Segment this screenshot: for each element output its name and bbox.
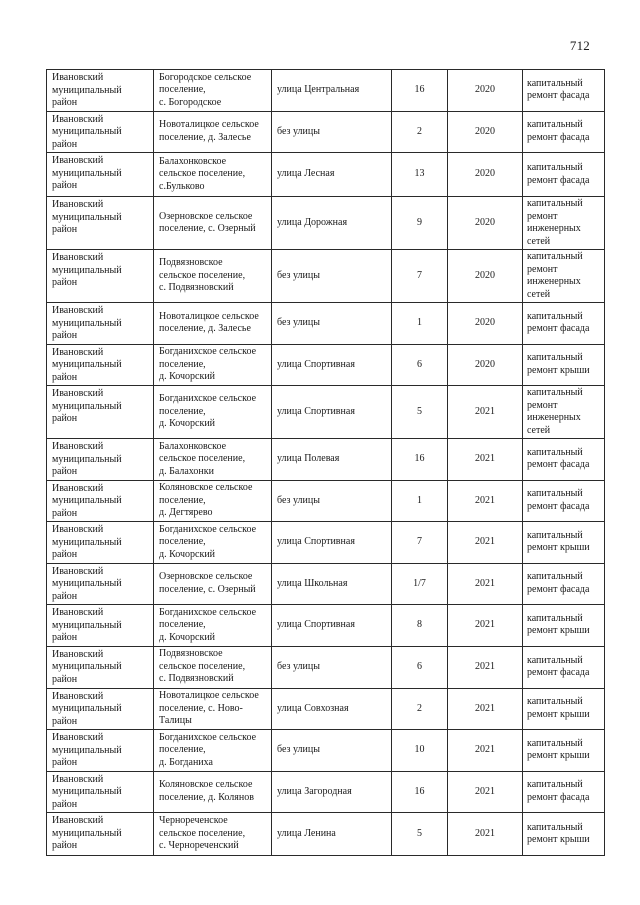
settlement-line: поселение,: [159, 536, 206, 547]
settlement-line: Талицы: [159, 715, 192, 726]
district-line: район: [52, 180, 78, 191]
settlement-cell: [154, 605, 272, 647]
district-cell: [47, 688, 154, 730]
house-number-cell: 7: [392, 250, 448, 303]
settlement-line: Новоталицкое сельское: [159, 119, 259, 131]
district-line: муниципальный: [52, 661, 122, 672]
house-number-cell: 2: [392, 111, 448, 153]
work-type-line: капитальный: [527, 446, 583, 458]
work-type-line: ремонт фасада: [527, 500, 590, 512]
work-type-cell: [523, 563, 605, 605]
settlement-line: Чернореченское: [159, 815, 228, 827]
settlement-line: сельское поселение,: [159, 827, 246, 839]
settlement-line: д. Кочорский: [159, 631, 216, 643]
street-cell: без улицы: [272, 111, 392, 153]
work-type-line: капитальный: [527, 488, 583, 500]
street-cell: улица Загородная: [272, 771, 392, 813]
work-type-line: ремонт крыши: [527, 625, 590, 637]
settlement-line: д. Богданиха: [159, 756, 213, 768]
street-cell: без улицы: [272, 730, 392, 772]
house-number-cell: 6: [392, 344, 448, 386]
district-line: район: [52, 549, 78, 560]
work-type-line: инженерных: [527, 276, 581, 287]
house-number-cell: 1: [392, 480, 448, 522]
table-row: [47, 480, 605, 522]
district-cell: [47, 646, 154, 688]
house-number-cell: 5: [392, 813, 448, 856]
year-cell: 2021: [448, 439, 523, 481]
house-number-cell: 1: [392, 303, 448, 345]
year-cell: 2020: [448, 70, 523, 112]
street-cell: без улицы: [272, 480, 392, 522]
district-cell: [47, 197, 154, 250]
settlement-cell: [154, 153, 272, 197]
settlement-cell: [154, 303, 272, 345]
table-row: [47, 344, 605, 386]
house-number-cell: 9: [392, 197, 448, 250]
year-cell: 2021: [448, 563, 523, 605]
work-type-cell: [523, 522, 605, 564]
year-cell: 2021: [448, 688, 523, 730]
work-type-line: капитальный: [527, 251, 583, 262]
table-row: [47, 439, 605, 481]
district-line: муниципальный: [52, 495, 122, 506]
settlement-line: Новоталицкое сельское: [159, 310, 259, 322]
district-line: Ивановский: [52, 524, 104, 535]
repair-registry-table: [46, 69, 605, 856]
work-type-line: капитальный: [527, 119, 583, 131]
district-line: район: [52, 466, 78, 477]
street-cell: улица Школьная: [272, 563, 392, 605]
work-type-line: ремонт: [527, 399, 558, 411]
year-cell: 2021: [448, 605, 523, 647]
year-cell: 2021: [448, 730, 523, 772]
street-cell: без улицы: [272, 303, 392, 345]
district-line: район: [52, 507, 78, 519]
table-row: [47, 688, 605, 730]
district-line: район: [52, 97, 78, 108]
street-cell: улица Ленина: [272, 813, 392, 856]
district-cell: [47, 730, 154, 772]
district-line: муниципальный: [52, 211, 122, 223]
work-type-line: ремонт фасада: [527, 323, 590, 335]
year-cell: 2020: [448, 250, 523, 303]
district-line: Ивановский: [52, 113, 104, 125]
year-cell: 2020: [448, 111, 523, 153]
settlement-line: д. Кочорский: [159, 548, 216, 560]
settlement-line: с. Богородское: [159, 96, 222, 108]
district-cell: [47, 813, 154, 856]
house-number-cell: 8: [392, 605, 448, 647]
work-type-line: сетей: [527, 235, 551, 247]
house-number-cell: 13: [392, 153, 448, 197]
district-line: Ивановский: [52, 773, 104, 785]
settlement-cell: [154, 730, 272, 772]
table-row: [47, 303, 605, 345]
district-line: район: [52, 757, 78, 768]
settlement-line: Новоталицкое сельское: [159, 690, 259, 701]
district-line: муниципальный: [52, 264, 122, 276]
settlement-cell: [154, 813, 272, 856]
settlement-cell: [154, 563, 272, 605]
district-line: муниципальный: [52, 453, 122, 465]
work-type-line: ремонт крыши: [527, 708, 590, 720]
work-type-line: капитальный: [527, 387, 583, 398]
settlement-line: д. Кочорский: [159, 418, 216, 430]
settlement-cell: [154, 522, 272, 564]
work-type-line: ремонт фасада: [527, 583, 590, 595]
settlement-line: Подвязновское: [159, 257, 223, 269]
district-line: муниципальный: [52, 400, 122, 412]
work-type-line: ремонт фасада: [527, 459, 590, 471]
settlement-line: Коляновское сельское: [159, 482, 253, 493]
settlement-line: Озерновское сельское: [159, 210, 253, 222]
street-cell: улица Лесная: [272, 153, 392, 197]
settlement-line: сельское поселение,: [159, 453, 246, 464]
street-cell: улица Спортивная: [272, 605, 392, 647]
year-cell: 2021: [448, 813, 523, 856]
house-number-cell: 16: [392, 771, 448, 813]
settlement-line: д. Балахонки: [159, 465, 214, 477]
settlement-cell: [154, 344, 272, 386]
district-line: Ивановский: [52, 690, 104, 702]
settlement-line: Коляновское сельское: [159, 779, 253, 791]
district-line: муниципальный: [52, 167, 122, 179]
work-type-cell: [523, 813, 605, 856]
settlement-line: поселение,: [159, 494, 206, 506]
year-cell: 2020: [448, 303, 523, 345]
street-cell: улица Спортивная: [272, 386, 392, 439]
district-line: Ивановский: [52, 482, 104, 494]
settlement-line: с. Подвязновский: [159, 282, 234, 294]
district-cell: [47, 344, 154, 386]
year-cell: 2020: [448, 153, 523, 197]
settlement-line: Богданихское сельское: [159, 393, 257, 405]
district-line: район: [52, 138, 78, 150]
work-type-cell: [523, 344, 605, 386]
year-cell: 2021: [448, 522, 523, 564]
work-type-line: ремонт фасада: [527, 667, 590, 678]
settlement-line: Озерновское сельское: [159, 571, 253, 583]
work-type-line: ремонт крыши: [527, 364, 590, 376]
house-number-cell: 16: [392, 70, 448, 112]
work-type-cell: [523, 303, 605, 345]
district-cell: [47, 563, 154, 605]
work-type-cell: [523, 111, 605, 153]
work-type-line: ремонт фасада: [527, 90, 590, 102]
district-line: Ивановский: [52, 155, 104, 166]
district-line: муниципальный: [52, 84, 122, 96]
work-type-line: ремонт крыши: [527, 750, 590, 762]
district-line: муниципальный: [52, 536, 122, 548]
work-type-line: ремонт крыши: [527, 542, 590, 554]
work-type-line: ремонт фасада: [527, 791, 590, 803]
district-cell: [47, 250, 154, 303]
street-cell: без улицы: [272, 250, 392, 303]
settlement-cell: [154, 70, 272, 112]
street-cell: улица Совхозная: [272, 688, 392, 730]
work-type-cell: [523, 646, 605, 688]
settlement-line: Богородское сельское: [159, 71, 252, 83]
work-type-cell: [523, 771, 605, 813]
settlement-line: поселение, д. Колянов: [159, 791, 254, 803]
district-line: муниципальный: [52, 619, 122, 631]
district-cell: [47, 480, 154, 522]
district-line: муниципальный: [52, 827, 122, 839]
settlement-cell: [154, 439, 272, 481]
settlement-line: д. Дегтярево: [159, 507, 213, 518]
table-row: [47, 605, 605, 647]
district-line: район: [52, 224, 78, 235]
district-line: Ивановский: [52, 305, 104, 316]
district-line: район: [52, 673, 78, 685]
table-row: [47, 646, 605, 688]
settlement-cell: [154, 646, 272, 688]
settlement-line: Богданихское сельское: [159, 606, 257, 618]
work-type-cell: [523, 250, 605, 303]
district-cell: [47, 111, 154, 153]
district-line: Ивановский: [52, 607, 104, 618]
registry-body: [47, 70, 605, 856]
house-number-cell: 6: [392, 646, 448, 688]
year-cell: 2021: [448, 480, 523, 522]
work-type-line: капитальный: [527, 612, 583, 624]
house-number-cell: 7: [392, 522, 448, 564]
district-cell: [47, 439, 154, 481]
settlement-line: поселение,: [159, 358, 206, 370]
settlement-cell: [154, 688, 272, 730]
house-number-cell: 2: [392, 688, 448, 730]
district-line: муниципальный: [52, 359, 122, 370]
district-line: район: [52, 715, 78, 727]
settlement-line: Балахонковское: [159, 155, 227, 167]
work-type-cell: [523, 439, 605, 481]
street-cell: улица Центральная: [272, 70, 392, 112]
district-line: муниципальный: [52, 126, 122, 137]
district-line: муниципальный: [52, 703, 122, 714]
work-type-line: ремонт фасада: [527, 174, 590, 186]
district-line: район: [52, 590, 78, 602]
street-cell: улица Спортивная: [272, 522, 392, 564]
settlement-cell: [154, 111, 272, 153]
house-number-cell: 5: [392, 386, 448, 439]
work-type-cell: [523, 386, 605, 439]
work-type-line: ремонт: [527, 263, 558, 275]
settlement-line: сельское поселение,: [159, 660, 246, 672]
work-type-cell: [523, 197, 605, 250]
settlement-line: Богданихское сельское: [159, 346, 257, 357]
house-number-cell: 10: [392, 730, 448, 772]
district-line: муниципальный: [52, 578, 122, 589]
work-type-line: сетей: [527, 288, 551, 300]
settlement-line: с.Бульково: [159, 180, 205, 192]
work-type-cell: [523, 605, 605, 647]
settlement-line: с. Чернореченский: [159, 840, 239, 852]
district-cell: [47, 70, 154, 112]
district-line: Ивановский: [52, 388, 104, 399]
work-type-line: ремонт фасада: [527, 131, 590, 143]
district-line: Ивановский: [52, 441, 104, 452]
table-row: [47, 153, 605, 197]
table-row: [47, 250, 605, 303]
district-line: Ивановский: [52, 732, 104, 743]
table-row: [47, 771, 605, 813]
settlement-line: поселение, с. Озерный: [159, 583, 256, 595]
district-line: район: [52, 413, 78, 424]
work-type-line: инженерных: [527, 412, 581, 423]
settlement-line: сельское поселение,: [159, 168, 246, 180]
settlement-cell: [154, 250, 272, 303]
street-cell: улица Дорожная: [272, 197, 392, 250]
table-row: [47, 522, 605, 564]
street-cell: улица Спортивная: [272, 344, 392, 386]
year-cell: 2021: [448, 646, 523, 688]
settlement-line: поселение, с. Ново-: [159, 702, 243, 714]
table-row: [47, 386, 605, 439]
settlement-line: поселение,: [159, 405, 206, 417]
work-type-cell: [523, 70, 605, 112]
settlement-cell: [154, 197, 272, 250]
district-line: район: [52, 371, 78, 383]
work-type-cell: [523, 153, 605, 197]
district-line: Ивановский: [52, 346, 104, 358]
district-line: Ивановский: [52, 199, 104, 210]
district-line: район: [52, 632, 78, 643]
settlement-cell: [154, 386, 272, 439]
work-type-line: капитальный: [527, 571, 583, 583]
work-type-line: капитальный: [527, 779, 583, 791]
work-type-line: ремонт: [527, 210, 558, 222]
table-row: [47, 70, 605, 112]
district-line: Ивановский: [52, 648, 104, 660]
house-number-cell: 1/7: [392, 563, 448, 605]
table-row: [47, 563, 605, 605]
settlement-line: поселение,: [159, 619, 206, 630]
year-cell: 2020: [448, 197, 523, 250]
district-line: район: [52, 277, 78, 288]
district-cell: [47, 386, 154, 439]
work-type-cell: [523, 480, 605, 522]
year-cell: 2021: [448, 771, 523, 813]
district-line: район: [52, 840, 78, 851]
settlement-line: Богданихское сельское: [159, 731, 257, 743]
house-number-cell: 16: [392, 439, 448, 481]
settlement-line: Балахонковское: [159, 440, 227, 452]
work-type-line: капитальный: [527, 352, 583, 364]
settlement-line: сельское поселение,: [159, 269, 246, 281]
page-number: 712: [569, 38, 590, 53]
work-type-line: капитальный: [527, 310, 583, 322]
district-line: Ивановский: [52, 815, 104, 826]
table-row: [47, 111, 605, 153]
district-line: муниципальный: [52, 317, 122, 329]
district-line: муниципальный: [52, 786, 122, 797]
work-type-line: ремонт крыши: [527, 834, 590, 845]
district-cell: [47, 605, 154, 647]
table-row: [47, 730, 605, 772]
district-line: Ивановский: [52, 252, 104, 263]
work-type-line: капитальный: [527, 162, 583, 173]
district-line: Ивановский: [52, 72, 104, 83]
settlement-line: Подвязновское: [159, 648, 223, 660]
district-cell: [47, 522, 154, 564]
settlement-line: поселение,: [159, 84, 206, 95]
work-type-line: инженерных: [527, 223, 581, 234]
work-type-line: капитальный: [527, 529, 583, 541]
district-cell: [47, 153, 154, 197]
work-type-line: капитальный: [527, 198, 583, 209]
year-cell: 2020: [448, 344, 523, 386]
work-type-line: капитальный: [527, 821, 583, 833]
district-line: район: [52, 798, 78, 810]
settlement-line: д. Кочорский: [159, 371, 216, 382]
settlement-line: Богданихское сельское: [159, 523, 257, 535]
settlement-cell: [154, 771, 272, 813]
street-cell: улица Полевая: [272, 439, 392, 481]
work-type-cell: [523, 730, 605, 772]
work-type-cell: [523, 688, 605, 730]
district-line: район: [52, 330, 78, 341]
district-cell: [47, 303, 154, 345]
work-type-line: капитальный: [527, 696, 583, 708]
street-cell: без улицы: [272, 646, 392, 688]
settlement-cell: [154, 480, 272, 522]
table-row: [47, 197, 605, 250]
work-type-line: капитальный: [527, 737, 583, 749]
district-line: муниципальный: [52, 744, 122, 756]
district-line: Ивановский: [52, 565, 104, 577]
settlement-line: поселение, с. Озерный: [159, 223, 256, 234]
work-type-line: сетей: [527, 424, 551, 436]
work-type-line: капитальный: [527, 654, 583, 666]
table-row: [47, 813, 605, 856]
settlement-line: поселение, д. Залесье: [159, 131, 251, 143]
settlement-line: с. Подвязновский: [159, 673, 234, 685]
settlement-line: поселение,: [159, 744, 206, 755]
year-cell: 2021: [448, 386, 523, 439]
district-cell: [47, 771, 154, 813]
work-type-line: капитальный: [527, 77, 583, 89]
settlement-line: поселение, д. Залесье: [159, 323, 251, 335]
